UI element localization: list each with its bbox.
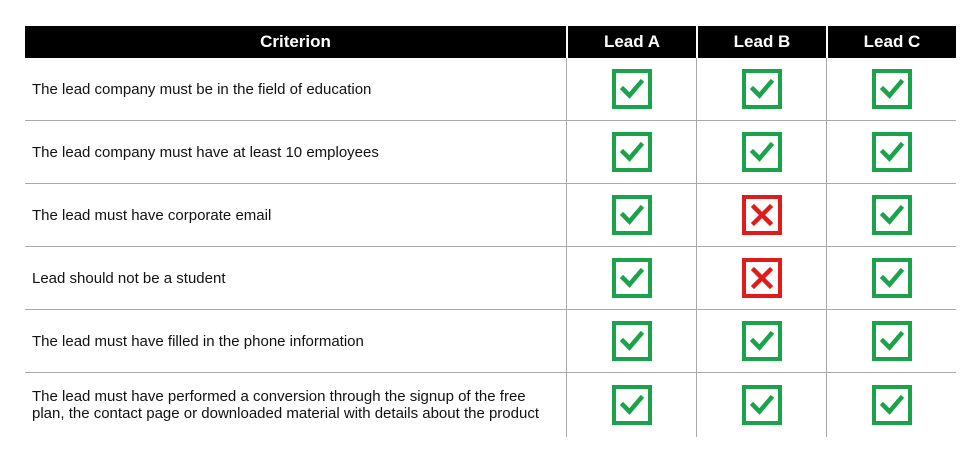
lead-b-cell	[696, 184, 826, 246]
lead-b-cell	[696, 58, 826, 120]
check-icon	[872, 195, 912, 235]
lead-a-cell	[566, 58, 696, 120]
check-icon	[872, 132, 912, 172]
cross-icon	[742, 195, 782, 235]
check-icon	[742, 132, 782, 172]
cross-icon	[742, 258, 782, 298]
lead-c-cell	[826, 58, 956, 120]
check-icon	[612, 195, 652, 235]
criterion-text: Lead should not be a student	[32, 269, 226, 287]
lead-c-cell	[826, 310, 956, 372]
lead-c-cell	[826, 184, 956, 246]
check-icon	[612, 385, 652, 425]
check-icon	[612, 69, 652, 109]
criterion-text: The lead must have corporate email	[32, 206, 272, 224]
check-icon	[872, 321, 912, 361]
table-row	[25, 58, 956, 121]
header-lead-b: Lead B	[696, 26, 826, 58]
lead-c-cell	[826, 247, 956, 309]
check-icon	[742, 321, 782, 361]
check-icon	[872, 385, 912, 425]
table-row	[25, 247, 956, 310]
table-row	[25, 121, 956, 184]
table-row	[25, 373, 956, 437]
lead-a-cell	[566, 373, 696, 437]
criterion-text: The lead must have performed a conversion through the signup of the free plan, the contact page or downloaded material with details about the product	[32, 388, 539, 422]
check-icon	[742, 385, 782, 425]
header-criterion: Criterion	[260, 32, 331, 51]
header-lead-c: Lead C	[826, 26, 956, 58]
lead-a-cell	[566, 310, 696, 372]
check-icon	[612, 258, 652, 298]
lead-c-cell	[826, 121, 956, 183]
lead-b-cell	[696, 247, 826, 309]
table-header-row	[25, 26, 956, 58]
check-icon	[742, 69, 782, 109]
table-row	[25, 184, 956, 247]
criterion-text: The lead company must be in the field of education	[32, 80, 372, 98]
lead-a-cell	[566, 121, 696, 183]
lead-c-cell	[826, 373, 956, 437]
criterion-text: The lead company must have at least 10 employees	[32, 143, 379, 161]
check-icon	[612, 321, 652, 361]
check-icon	[872, 69, 912, 109]
lead-b-cell	[696, 310, 826, 372]
check-icon	[872, 258, 912, 298]
lead-b-cell	[696, 373, 826, 437]
criteria-table	[25, 26, 956, 437]
criterion-text: The lead must have filled in the phone information	[32, 332, 364, 350]
lead-a-cell	[566, 184, 696, 246]
table-row	[25, 310, 956, 373]
header-lead-a: Lead A	[566, 26, 696, 58]
lead-b-cell	[696, 121, 826, 183]
check-icon	[612, 132, 652, 172]
lead-a-cell	[566, 247, 696, 309]
